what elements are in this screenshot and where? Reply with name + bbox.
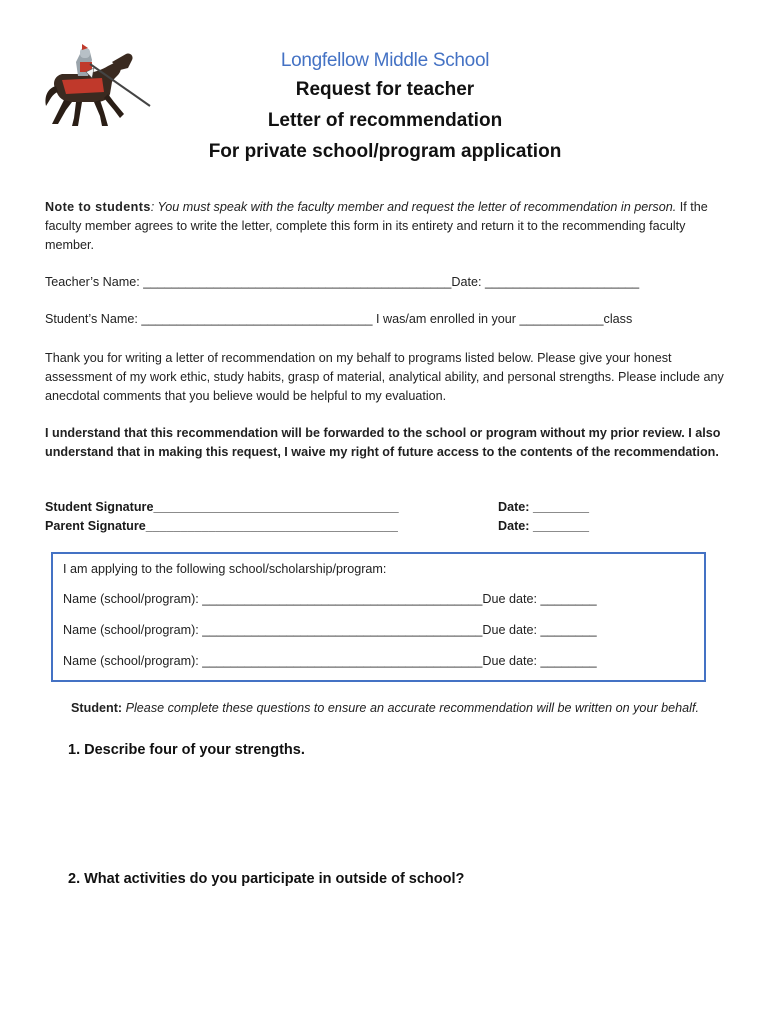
title-line-1: Request for teacher	[295, 79, 475, 100]
applying-heading: I am applying to the following school/scholarship/program:	[63, 562, 387, 576]
teacher-name-field[interactable]: Teacher’s Name: ____________________________________________Date: ______________________	[45, 275, 640, 289]
student-instructions	[52, 699, 718, 718]
student-note-text: Please complete these questions to ensure an accurate recommendation will be written on your behalf.	[122, 701, 699, 715]
note-italic-text: : You must speak with the faculty member and request the letter of recommendation in person.	[150, 200, 677, 214]
parent-signature-date[interactable]: Date: ________	[498, 519, 590, 533]
school-program-row[interactable]: Name (school/program): ________________________________________Due date: ________	[63, 592, 597, 606]
student-signature-field[interactable]: Student Signature___________________________________	[45, 500, 399, 514]
title-line-2: Letter of recommendation	[267, 110, 503, 131]
school-name: Longfellow Middle School	[280, 50, 490, 71]
note-to-students	[45, 198, 725, 255]
note-label: Note to students	[45, 200, 151, 214]
question-2: 2. What activities do you participate in outside of school?	[68, 871, 465, 887]
school-program-row[interactable]: Name (school/program): ________________________________________Due date: ________	[63, 623, 597, 637]
student-signature-date[interactable]: Date: ________	[498, 500, 590, 514]
understand-paragraph: I understand that this recommendation will be forwarded to the school or program without my prior review. I also understand that in making this request, I waive my right of future access to the contents of the recommendation.	[45, 426, 721, 459]
student-name-field[interactable]: Student’s Name: _________________________________ I was/am enrolled in your ____________class	[45, 312, 633, 326]
question-1: 1. Describe four of your strengths.	[68, 742, 305, 758]
parent-signature-field[interactable]: Parent Signature____________________________________	[45, 519, 398, 533]
thanks-paragraph: Thank you for writing a letter of recommendation on my behalf to programs listed below. Please give your honest assessment of my work ethic, study habits, grasp of material, analytical ability, and personal strengths. Please include any anecdotal comments that you believe would be helpful to my evaluation.	[45, 351, 724, 403]
note-plain-text: If the faculty member agrees to write the letter, complete this form in its entirety and return it to the recommending faculty member.	[45, 200, 708, 252]
student-note-label: Student:	[71, 701, 123, 715]
title-line-3: For private school/program application	[208, 141, 562, 162]
school-program-row[interactable]: Name (school/program): ________________________________________Due date: ________	[63, 654, 597, 668]
